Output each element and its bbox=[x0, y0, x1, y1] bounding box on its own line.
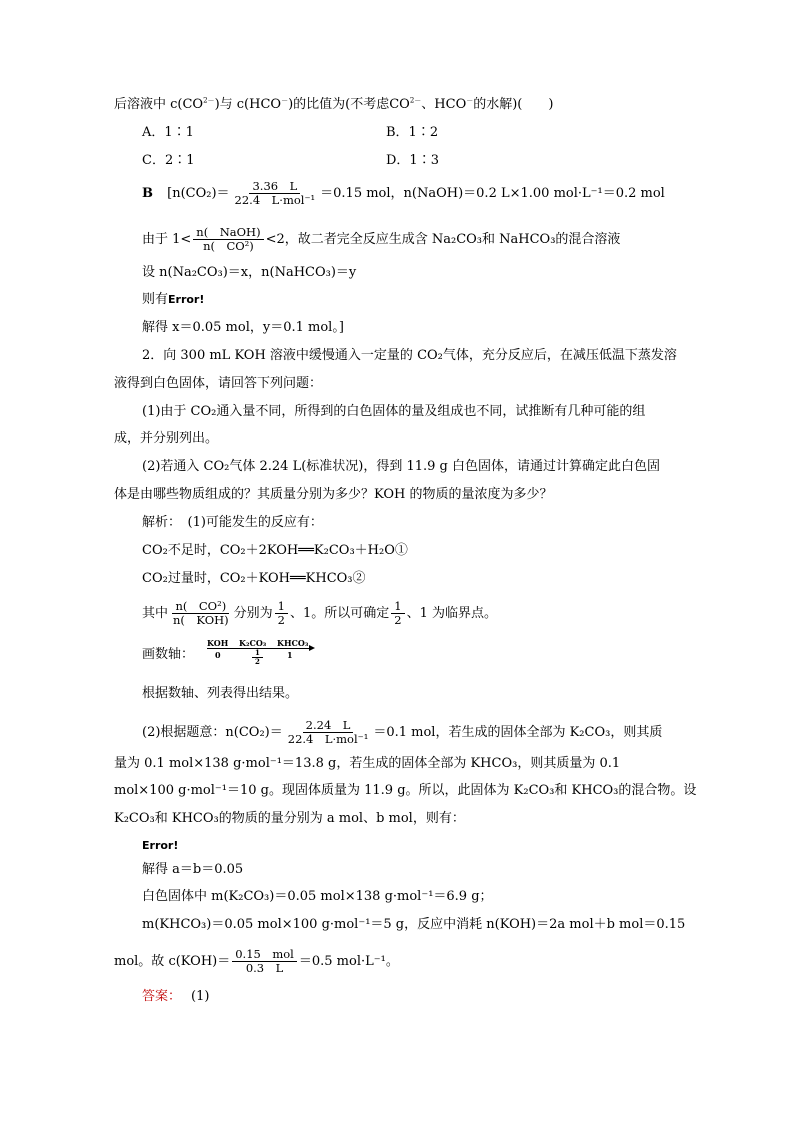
fraction: $\frac{2.24 L}{\text{22.4 L·mol⁻¹}}$ bbox=[287, 718, 369, 746]
answer-label: 答案： bbox=[142, 989, 182, 1004]
calc-line1: (2)根据题意：n(CO₂)＝ $\frac{2.24 L}{\text{22.4 L·mol⁻¹}}$ ＝0.1 mol，若生成的固体全部为 K₂CO₃，则其质 bbox=[142, 718, 663, 746]
conclusion-line: 根据数轴、列表得出结果。 bbox=[142, 686, 299, 701]
q2-stem-line2: 液得到白色固体，请回答下列问题： bbox=[114, 376, 323, 391]
axis-label-k2co3: K₂CO₃ bbox=[239, 638, 267, 648]
axis-arrow bbox=[309, 645, 315, 651]
number-axis-label: 画数轴： bbox=[142, 647, 195, 662]
calc-line6: 白色固体中 m(K₂CO₃)＝0.05 mol×138 g·mol⁻¹＝6.9 g； bbox=[142, 889, 493, 904]
calc-error: Error! bbox=[142, 839, 179, 852]
fraction-half: $\frac{1}{2}$ bbox=[275, 600, 288, 627]
axis-label-koh: KOH bbox=[207, 638, 229, 648]
q2-stem-line1: 2．向 300 mL KOH 溶液中缓慢通入一定量的 CO₂气体，充分反应后，在减压低温下蒸发溶 bbox=[142, 348, 677, 363]
number-axis bbox=[207, 638, 315, 666]
fraction: $\frac{\text{0.15 mol}}{0.3 L}$ bbox=[232, 948, 297, 975]
q2-part1-line2: 成，并分别列出。 bbox=[114, 431, 219, 446]
reaction-2: CO₂过量时，CO₂＋KOH══KHCO₃② bbox=[142, 571, 366, 586]
answer-letter: B bbox=[142, 186, 153, 201]
axis-tick-half: $\frac{1}{2}$ bbox=[250, 649, 265, 666]
axis-label-khco3: KHCO₃ bbox=[277, 638, 309, 648]
q2-part2-line1: (2)若通入 CO₂气体 2.24 L(标准状况)，得到 11.9 g 白色固体，请通过计算确定此白色固 bbox=[142, 459, 661, 474]
q1-stem: 后溶液中 $c(CO^{2-})$与 c(HCO－)的比值为(不考虑$CO^{2-}$、HCO－的水解)( ) bbox=[114, 96, 554, 112]
fraction: $\frac{\text{n( NaOH)}}{\text{n( CO²)}}$ bbox=[193, 226, 263, 253]
answer-line: 答案： (1) bbox=[142, 989, 210, 1004]
option-a: A．1∶1 bbox=[142, 125, 194, 140]
calc-line5: 解得 a＝b＝0.05 bbox=[142, 862, 244, 877]
q1-solution-line2: 由于 1< $\frac{\text{n( NaOH)}}{\text{n( CO²)}}$ <2，故二者完全反应生成含 Na₂CO₃和 NaHCO₃的混合溶液 bbox=[142, 225, 621, 253]
q2-part2-line2: 体是由哪些物质组成的？其质量分别为多少？KOH 的物质的量浓度为多少？ bbox=[114, 487, 553, 502]
option-b: B．1∶2 bbox=[386, 125, 439, 140]
axis-tick-0: 0 bbox=[215, 650, 221, 660]
calc-line2: 量为 0.1 mol×138 g·mol⁻¹＝13.8 g，若生成的固体全部为 KHCO₃，则其质量为 0.1 bbox=[114, 756, 621, 771]
fraction-half: $\frac{1}{2}$ bbox=[391, 600, 404, 627]
q1-solution-line4: 则有Error! bbox=[142, 292, 205, 307]
analysis-heading: 解析： (1)可能发生的反应有： bbox=[142, 515, 323, 530]
ratio-line: 其中 $\frac{\text{n( CO²)}}{\text{n( KOH)}}$ 分别为 $\frac{1}{2}$ 、1。所以可确定 $\frac{1}{2}$ 、1 为临界点。 bbox=[142, 599, 497, 627]
q1-solution-line5: 解得 x＝0.05 mol，y＝0.1 mol。] bbox=[142, 320, 344, 335]
calc-line3: mol×100 g·mol⁻¹＝10 g。现固体质量为 11.9 g。所以，此固体为 K₂CO₃和 KHCO₃的混合物。设 bbox=[114, 783, 697, 798]
option-d: D．1∶3 bbox=[386, 153, 439, 168]
q1-solution-line3: 设 n(Na₂CO₃)＝x，n(NaHCO₃)＝y bbox=[142, 265, 357, 280]
calc-line7: m(KHCO₃)＝0.05 mol×100 g·mol⁻¹＝5 g，反应中消耗 n(KOH)＝2a mol＋b mol＝0.15 bbox=[142, 917, 686, 932]
calc-line4: K₂CO₃和 KHCO₃的物质的量分别为 a mol、b mol，则有： bbox=[114, 811, 465, 826]
reaction-1: CO₂不足时，CO₂＋2KOH══K₂CO₃＋H₂O① bbox=[142, 543, 408, 558]
calc-line8: mol。故 c(KOH)＝ $\frac{\text{0.15 mol}}{0.3 L}$ ＝0.5 mol·L⁻¹。 bbox=[114, 947, 399, 975]
axis-tick-1: 1 bbox=[287, 650, 293, 660]
q1-solution-line1: B [n(CO₂)＝ $\frac{3.36 L}{\text{22.4 L·mol⁻¹}}$ ＝0.15 mol，n(NaOH)＝0.2 L×1.00 mol·L⁻¹＝0.2 mol bbox=[142, 179, 665, 207]
q2-part1-line1: (1)由于 CO₂通入量不同，所得到的白色固体的量及组成也不同，试推断有几种可能的组 bbox=[142, 404, 646, 419]
fraction: $\frac{3.36 L}{\text{22.4 L·mol⁻¹}}$ bbox=[234, 179, 316, 207]
fraction: $\frac{\text{n( CO²)}}{\text{n( KOH)}}$ bbox=[173, 599, 229, 627]
option-c: C．2∶1 bbox=[142, 153, 195, 168]
